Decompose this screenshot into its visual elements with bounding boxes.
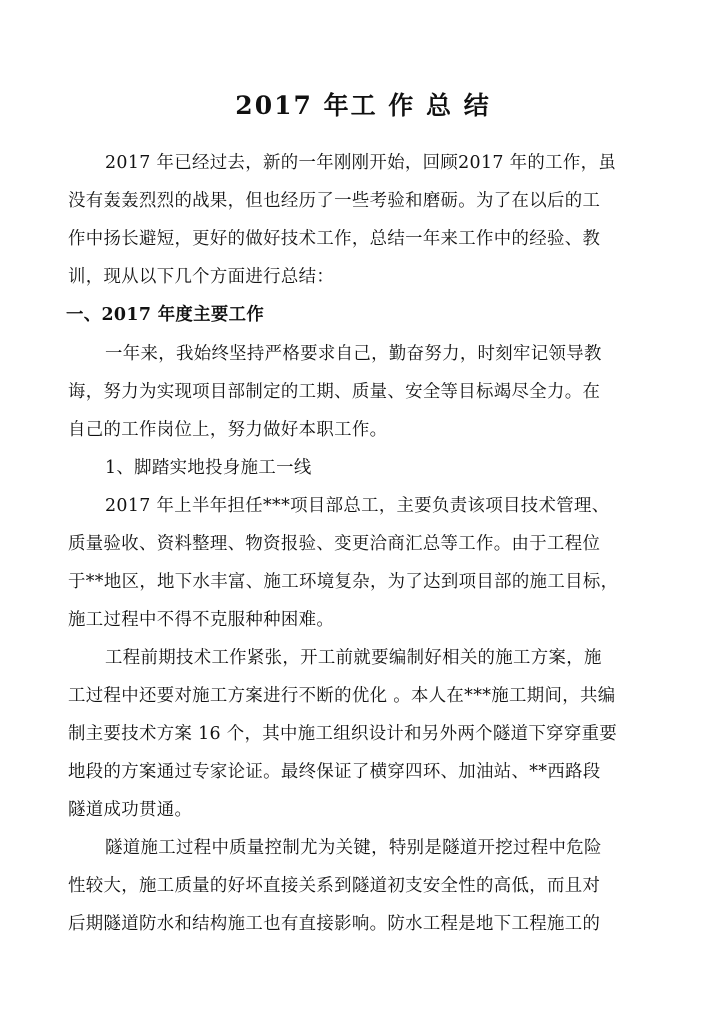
- paragraph-line: 一年来，我始终坚持严格要求自己，勤奋努力，时刻牢记领导教: [105, 344, 602, 364]
- paragraph-line: 没有轰轰烈烈的战果，但也经历了一些考验和磨砺。为了在以后的工: [68, 191, 601, 211]
- paragraph-line: 作中扬长避短，更好的做好技术工作，总结一年来工作中的经验、教: [68, 229, 601, 249]
- document-title: 2017 年工 作 总 结: [235, 91, 491, 120]
- subsection-heading: 1、脚踏实地投身施工一线: [105, 458, 312, 478]
- paragraph-line: 地段的方案通过专家论证。最终保证了横穿四环、加油站、**西路段: [68, 762, 601, 782]
- section-heading: 一、2017 年度主要工作: [66, 305, 265, 325]
- paragraph-line: 诲，努力为实现项目部制定的工期、质量、安全等目标竭尽全力。在: [68, 382, 601, 402]
- paragraph-line: 2017 年上半年担任***项目部总工，主要负责该项目技术管理、: [105, 496, 610, 516]
- paragraph-line: 性较大，施工质量的好坏直接关系到隧道初支安全性的高低，而且对: [68, 876, 601, 896]
- paragraph-line: 后期隧道防水和结构施工也有直接影响。防水工程是地下工程施工的: [68, 914, 601, 934]
- paragraph-line: 2017 年已经过去，新的一年刚刚开始，回顾2017 年的工作，虽: [105, 153, 617, 173]
- paragraph-line: 施工过程中不得不克服种种困难。: [68, 610, 335, 630]
- paragraph-line: 训，现从以下几个方面进行总结：: [68, 267, 335, 287]
- paragraph-line: 制主要技术方案 16 个，其中施工组织设计和另外两个隧道下穿穿重要: [68, 724, 618, 744]
- paragraph-line: 于**地区，地下水丰富、施工环境复杂，为了达到项目部的施工目标，: [68, 572, 619, 592]
- paragraph-line: 工程前期技术工作紧张，开工前就要编制好相关的施工方案，施: [105, 648, 602, 668]
- paragraph-line: 隧道施工过程中质量控制尤为关键，特别是隧道开挖过程中危险: [105, 838, 602, 858]
- paragraph-line: 质量验收、资料整理、物资报验、变更洽商汇总等工作。由于工程位: [68, 534, 601, 554]
- paragraph-line: 隧道成功贯通。: [68, 800, 193, 820]
- paragraph-line: 自己的工作岗位上，努力做好本职工作。: [68, 420, 388, 440]
- paragraph-line: 工过程中还要对施工方案进行不断的优化 。本人在***施工期间，共编: [68, 686, 616, 706]
